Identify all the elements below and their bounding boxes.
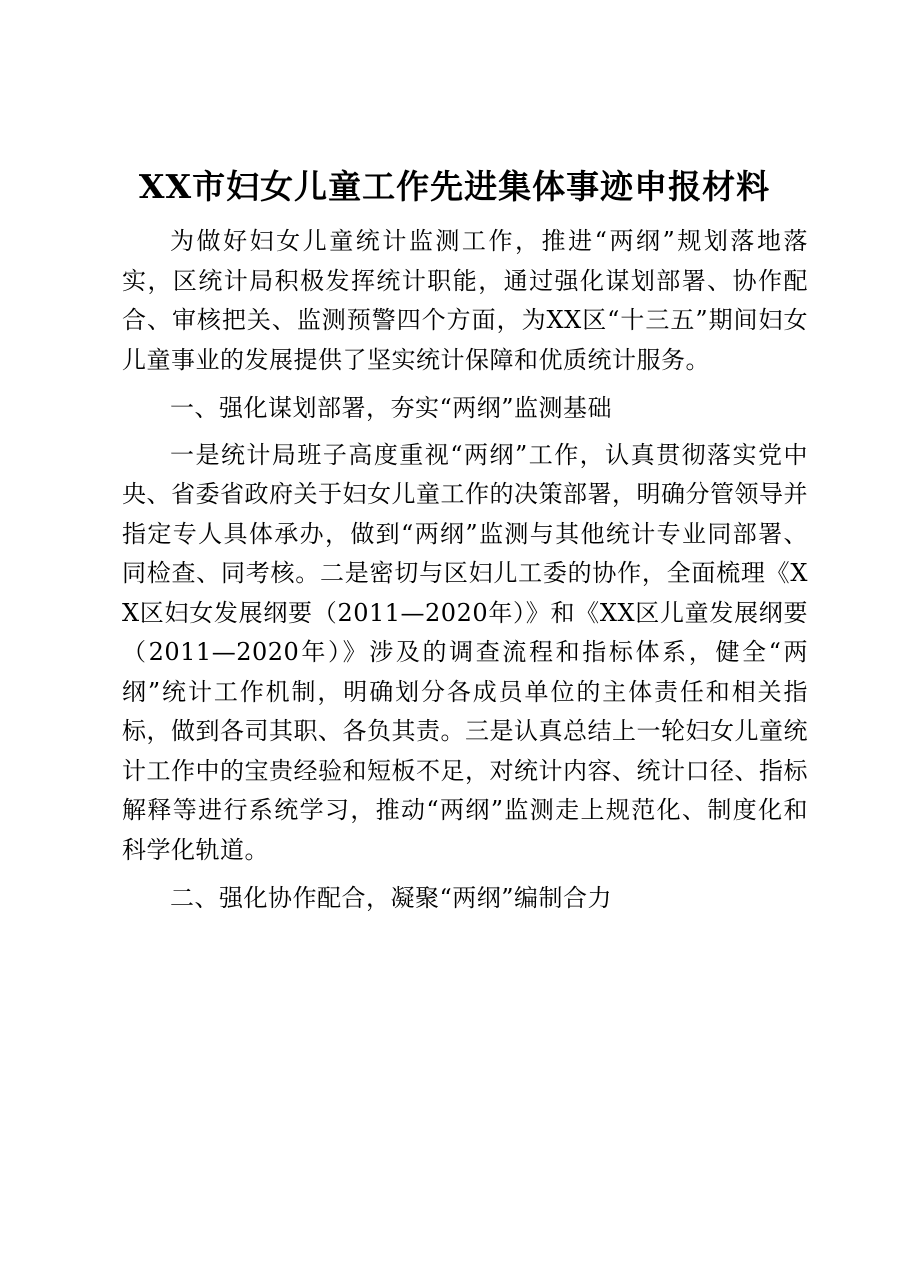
document-body: [122, 222, 808, 919]
section-1-paragraph: 一是统计局班子高度重视“两纲”工作，认真贯彻落实党中央、省委省政府关于妇女儿童工作的决策部署，明确分管领导并指定专人具体承办，做到“两纲”监测与其他统计专业同部署、同检查、同考核。二是密切与区妇儿工委的协作，全面梳理《XX区妇女发展纲要（2011—2020年）》和《XX区儿童发展纲要（2011—2020年）》涉及的调查流程和指标体系，健全“两纲”统计工作机制，明确划分各成员单位的主体责任和相关指标，做到各司其职、各负其责。三是认真总结上一轮妇女儿童统计工作中的宝贵经验和短板不足，对统计内容、统计口径、指标解释等进行系统学习，推动“两纲”监测走上规范化、制度化和科学化轨道。: [122, 440, 808, 864]
section-heading-1: 一、强化谋划部署，夯实“两纲”监测基础: [170, 394, 613, 422]
section-heading-2: 二、强化协作配合，凝聚“两纲”编制合力: [170, 884, 613, 912]
intro-paragraph: 为做好妇女儿童统计监测工作，推进“两纲”规划落地落实，区统计局积极发挥统计职能，通过强化谋划部署、协作配合、审核把关、监测预警四个方面，为XX区“十三五”期间妇女儿童事业的发展提供了坚实统计保障和优质统计服务。: [122, 227, 808, 374]
document-title: XX市妇女儿童工作先进集体事迹申报材料: [138, 167, 771, 206]
